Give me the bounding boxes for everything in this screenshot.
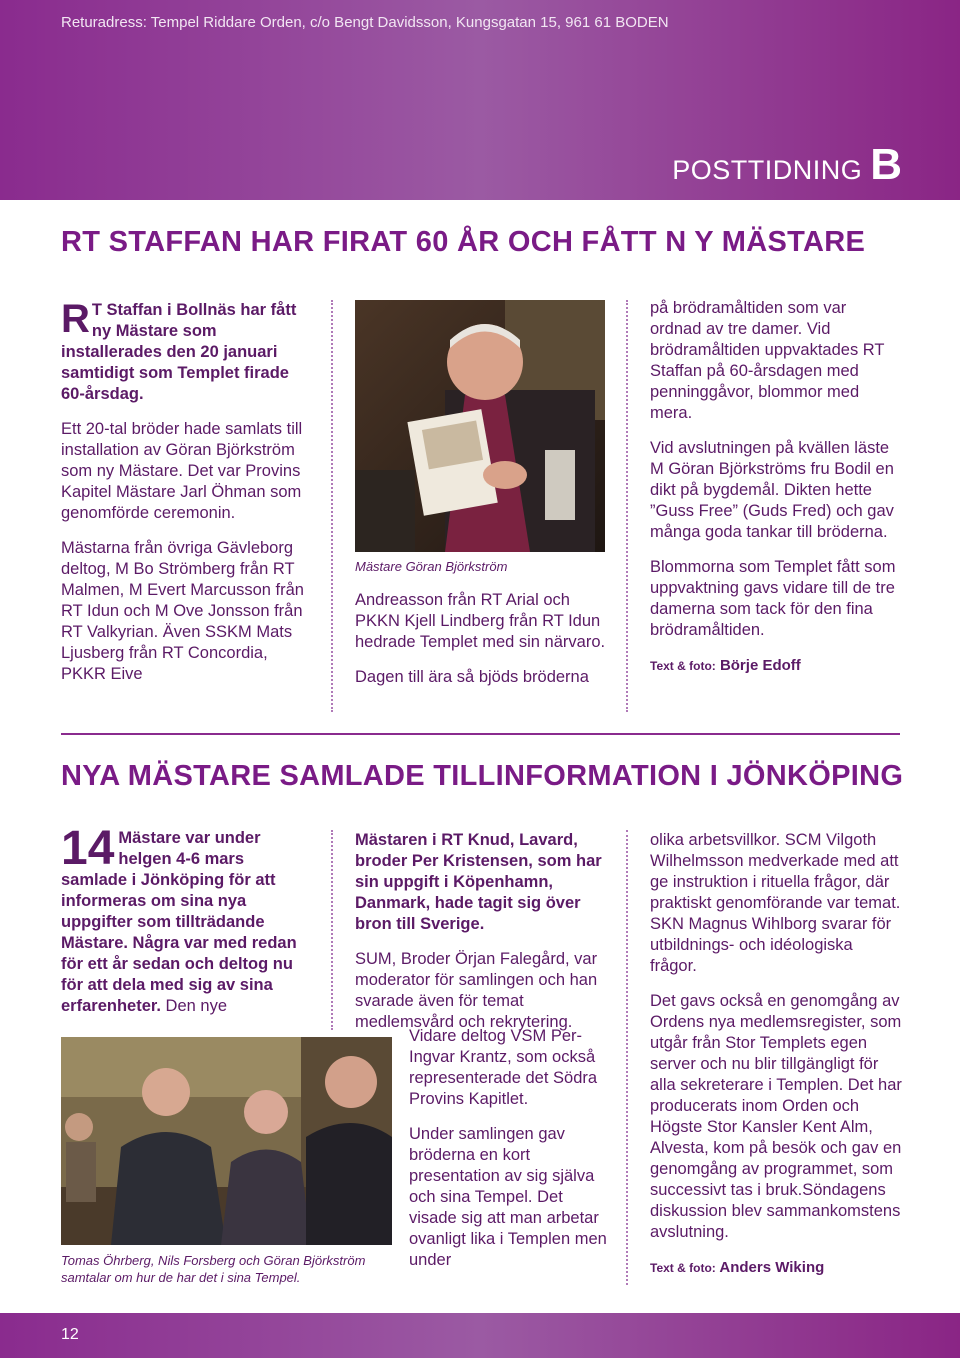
article1-lead: R T Staffan i Bollnäs har fått ny Mästare som installerades den 20 januari samtidigt som Templet firade 60-årsdag. — [61, 297, 297, 403]
column-divider — [626, 830, 628, 1285]
article2-column-3 — [650, 830, 902, 1279]
article1-column-2 — [355, 590, 607, 702]
article2-paragraph: Mästaren i RT Knud, Lavard, broder Per Kristensen, som har sin uppgift i Köpenhamn, Danmark, hade tagit sig över bron till Sverige. — [355, 831, 602, 933]
posttidning-label — [672, 140, 902, 190]
return-address: Returadress: Tempel Riddare Orden, c/o Bengt Davidsson, Kungsgatan 15, 961 61 BODEN — [61, 14, 669, 31]
article1-paragraph: Ett 20-tal bröder hade samlats till installation av Göran Björkström som ny Mästare. Det var Provins Kapitel Mästare Jarl Öhman som genomförde ceremonin. — [61, 420, 303, 522]
article1-paragraph: Dagen till ära så bjöds bröderna — [355, 668, 589, 686]
posttidning-letter: B — [870, 140, 902, 189]
page-number: 12 — [61, 1326, 79, 1343]
article2-dropnum: 14 — [61, 822, 115, 875]
article2-paragraph: olika arbetsvillkor. SCM Vilgoth Wilhelmsson medverkade med att ge instruktion i rituella frågor, där praktiskt genomförande var temat. SKN Magnus Wihlborg svarar för utbildnings- och idéologiska frågor. — [650, 831, 901, 975]
article2-column-1 — [61, 822, 311, 1031]
article2-column-2 — [355, 830, 607, 1047]
photo-illustration — [355, 300, 605, 552]
article2-headline: NYA MÄSTARE SAMLADE TILLINFORMATION I JÖNKÖPING — [61, 760, 904, 792]
photo-illustration — [61, 1037, 392, 1245]
article1-column-3 — [650, 298, 902, 677]
column-divider — [331, 300, 333, 712]
photo-goran-bjorkstrom — [355, 300, 605, 552]
article2-lead: 14 Mästare var under helgen 4-6 mars samlade i Jönköping för att informeras om sina nya uppgifter som tillträdande Mästare. Några var med redan för ett år sedan och deltog nu för att dela med sig av sina erfarenheter. Den nye — [61, 822, 297, 1015]
article1-paragraph: Andreasson från RT Arial och PKKN Kjell Lindberg från RT Idun hedrade Templet med sin närvaro. — [355, 591, 606, 651]
article2-paragraph: Det gavs också en genomgång av Ordens nya medlemsregister, som utgår från Stor Templets egen server och nu blir tillgängligt för alla sekreterare i Templen. Det har producerats inom Orden och Högste Stor Kansler Kent Alm, Alvesta, kom på besök och gav en genomgång av programmet, som successivt tas i bruk.Söndagens diskussion blev sammankomstens avslutning. — [650, 992, 902, 1241]
article2-column-2b — [409, 1026, 607, 1285]
article2-photo-caption: Tomas Öhrberg, Nils Forsberg och Göran Björkström samtalar om hur de har det i sina Tempel. — [61, 1253, 366, 1285]
article2-paragraph: Under samlingen gav bröderna en kort presentation av sig själva och sina Tempel. Det visade sig att man arbetar ovanligt lika i Templen men under — [409, 1125, 607, 1269]
column-divider — [331, 830, 333, 1030]
footer-band — [0, 1313, 960, 1358]
posttidning-text: POSTTIDNING — [672, 155, 863, 185]
photo-three-men — [61, 1037, 392, 1245]
article1-column-1 — [61, 297, 316, 699]
article1-dropcap: R — [61, 297, 90, 341]
article1-credit: Text & foto: Börje Edoff — [650, 657, 801, 674]
column-divider — [626, 300, 628, 712]
article2-credit: Text & foto: Anders Wiking — [650, 1259, 825, 1276]
article2-paragraph: Vidare deltog VSM Per-Ingvar Krantz, som också representerade det Södra Provins Kapitlet. — [409, 1027, 598, 1108]
article1-paragraph: Mästarna från övriga Gävleborg deltog, M Bo Strömberg från RT Malmen, M Evert Marcusson från RT Idun och M Ove Jonsson från RT Valkyrian. Även SSKM Mats Ljusberg från RT Concordia, PKKR Eive — [61, 539, 304, 683]
section-divider — [61, 733, 900, 735]
article1-paragraph: Vid avslutningen på kvällen läste M Göran Björkströms fru Bodil en dikt på bygdemål. Dikten hette ”Guss Free” (Guds Fred) och gav många goda tankar till bröderna. — [650, 439, 894, 541]
article2-paragraph: SUM, Broder Örjan Falegård, var moderator för samlingen och han svarade även för temat medlemsvård och rekrytering. — [355, 950, 598, 1031]
article1-photo-caption: Mästare Göran Björkström — [355, 559, 508, 574]
article1-paragraph: på brödramåltiden som var ordnad av tre damer. Vid brödramåltiden uppvaktades RT Staffan på 60-årsdagen med penninggåvor, blommor med mera. — [650, 299, 885, 422]
article1-headline: RT STAFFAN HAR FIRAT 60 ÅR OCH FÅTT N Y MÄSTARE — [61, 226, 866, 258]
article1-paragraph: Blommorna som Templet fått som uppvaktning gavs vidare till de tre damerna som tack för den fina brödramåltiden. — [650, 558, 896, 639]
